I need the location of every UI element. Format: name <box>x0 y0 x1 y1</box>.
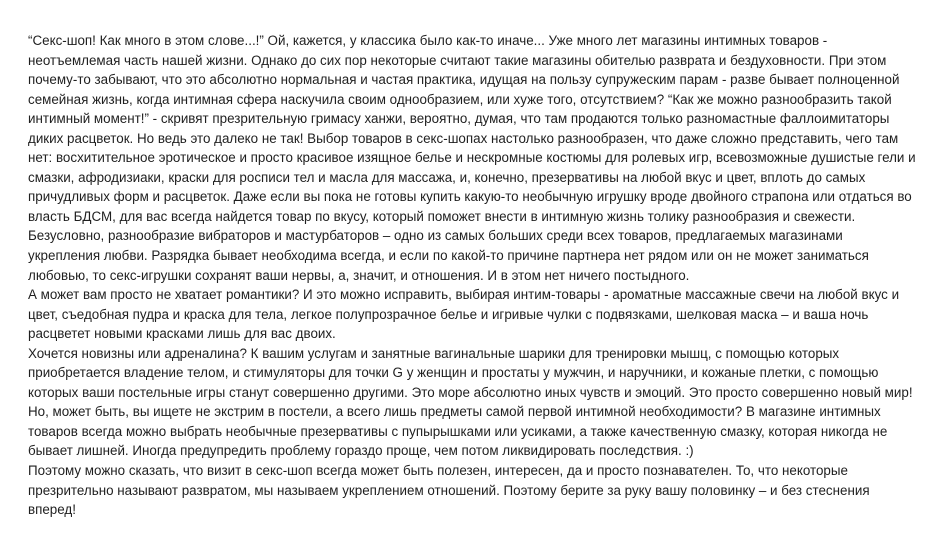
article-text <box>28 31 918 520</box>
paragraph-conclusion: Поэтому можно сказать, что визит в секс-шоп всегда может быть полезен, интересен, да и просто познавателен. То, что некоторые презрительно называют развратом, мы называем укреплением отношений. Поэтому берите за руку вашу половинку – и без стеснения вперед! <box>28 463 870 518</box>
paragraph-romance: А может вам просто не хватает романтики? И это можно исправить, выбирая интим-товары - ароматные массажные свечи на любой вкус и цвет, съедобная пудра и краска для тела, легкое полупрозрачное белье и игривые чулки с подвязками, шелковая маска – и ваша ночь расцветет новыми красками лишь для вас двоих. <box>28 287 900 342</box>
paragraph-intro: “Секс-шоп! Как много в этом слове...!” Ой, кажется, у классика было как-то иначе... Уже много лет магазины интимных товаров - неотъемлемая часть нашей жизни. Однако до сих пор некоторые считают такие магазины обителью разврата и бездуховности. При этом почему-то забывают, что это абсолютно нормальная и частая практика, идущая на пользу супружеским парам - разве бывает полноценной семейная жизнь, когда интимная сфера наскучила своим однообразием, или хуже того, отсутствием? “Как же можно разнообразить такой интимный момент!” - скривят презрительную гримасу ханжи, вероятно, думая, что там продаются только разномастные фаллоимитаторы диких расцветок. Но ведь это далеко не так! Выбор товаров в секс-шопах настолько разнообразен, что даже сложно представить, чего там нет: восхитительное эротическое и просто красивое изящное белье и нескромные костюмы для ролевых игр, всевозможные душистые гели и смазки, афродизиаки, краски для росписи тел и масла для массажа, и, конечно, презервативы на любой вкус и цвет, вплоть до самых причудливых форм и расцветок. Даже если вы пока не готовы купить какую-то необычную игрушку вроде двойного страпона или отдаться во власть БДСМ, для вас всегда найдется товар по вкусу, который поможет внести в интимную жизнь толику разнообразия и свежести. <box>28 33 916 224</box>
paragraph-novelty: Хочется новизны или адреналина? К вашим услугам и занятные вагинальные шарики для тренировки мышц, с помощью которых приобретается владение телом, и стимуляторы для точки G у женщин и простаты у мужчин, и наручники, и кожаные плетки, с помощью которых ваши постельные игры станут совершенно другими. Это море абсолютно иных чувств и эмоций. Это просто совершенно новый мир! <box>28 345 913 400</box>
paragraph-necessities: Но, может быть, вы ищете не экстрим в постели, а всего лишь предметы самой первой интимной необходимости? В магазине интимных товаров всегда можно выбрать необычные презервативы с пупырышками или усиками, а также качественную смазку, которая никогда не бывает лишней. Иногда предупредить проблему гораздо проще, чем потом ликвидировать последствия. :) <box>28 404 888 459</box>
paragraph-vibrators: Безусловно, разнообразие вибраторов и мастурбаторов – одно из самых больших среди всех товаров, предлагаемых магазинами укрепления любви. Разрядка бывает необходима всегда, и если по какой-то причине партнера нет рядом или он не может заниматься любовью, то секс-игрушки сохранят ваши нервы, а, значит, и отношения. И в этом нет ничего постыдного. <box>28 228 869 283</box>
